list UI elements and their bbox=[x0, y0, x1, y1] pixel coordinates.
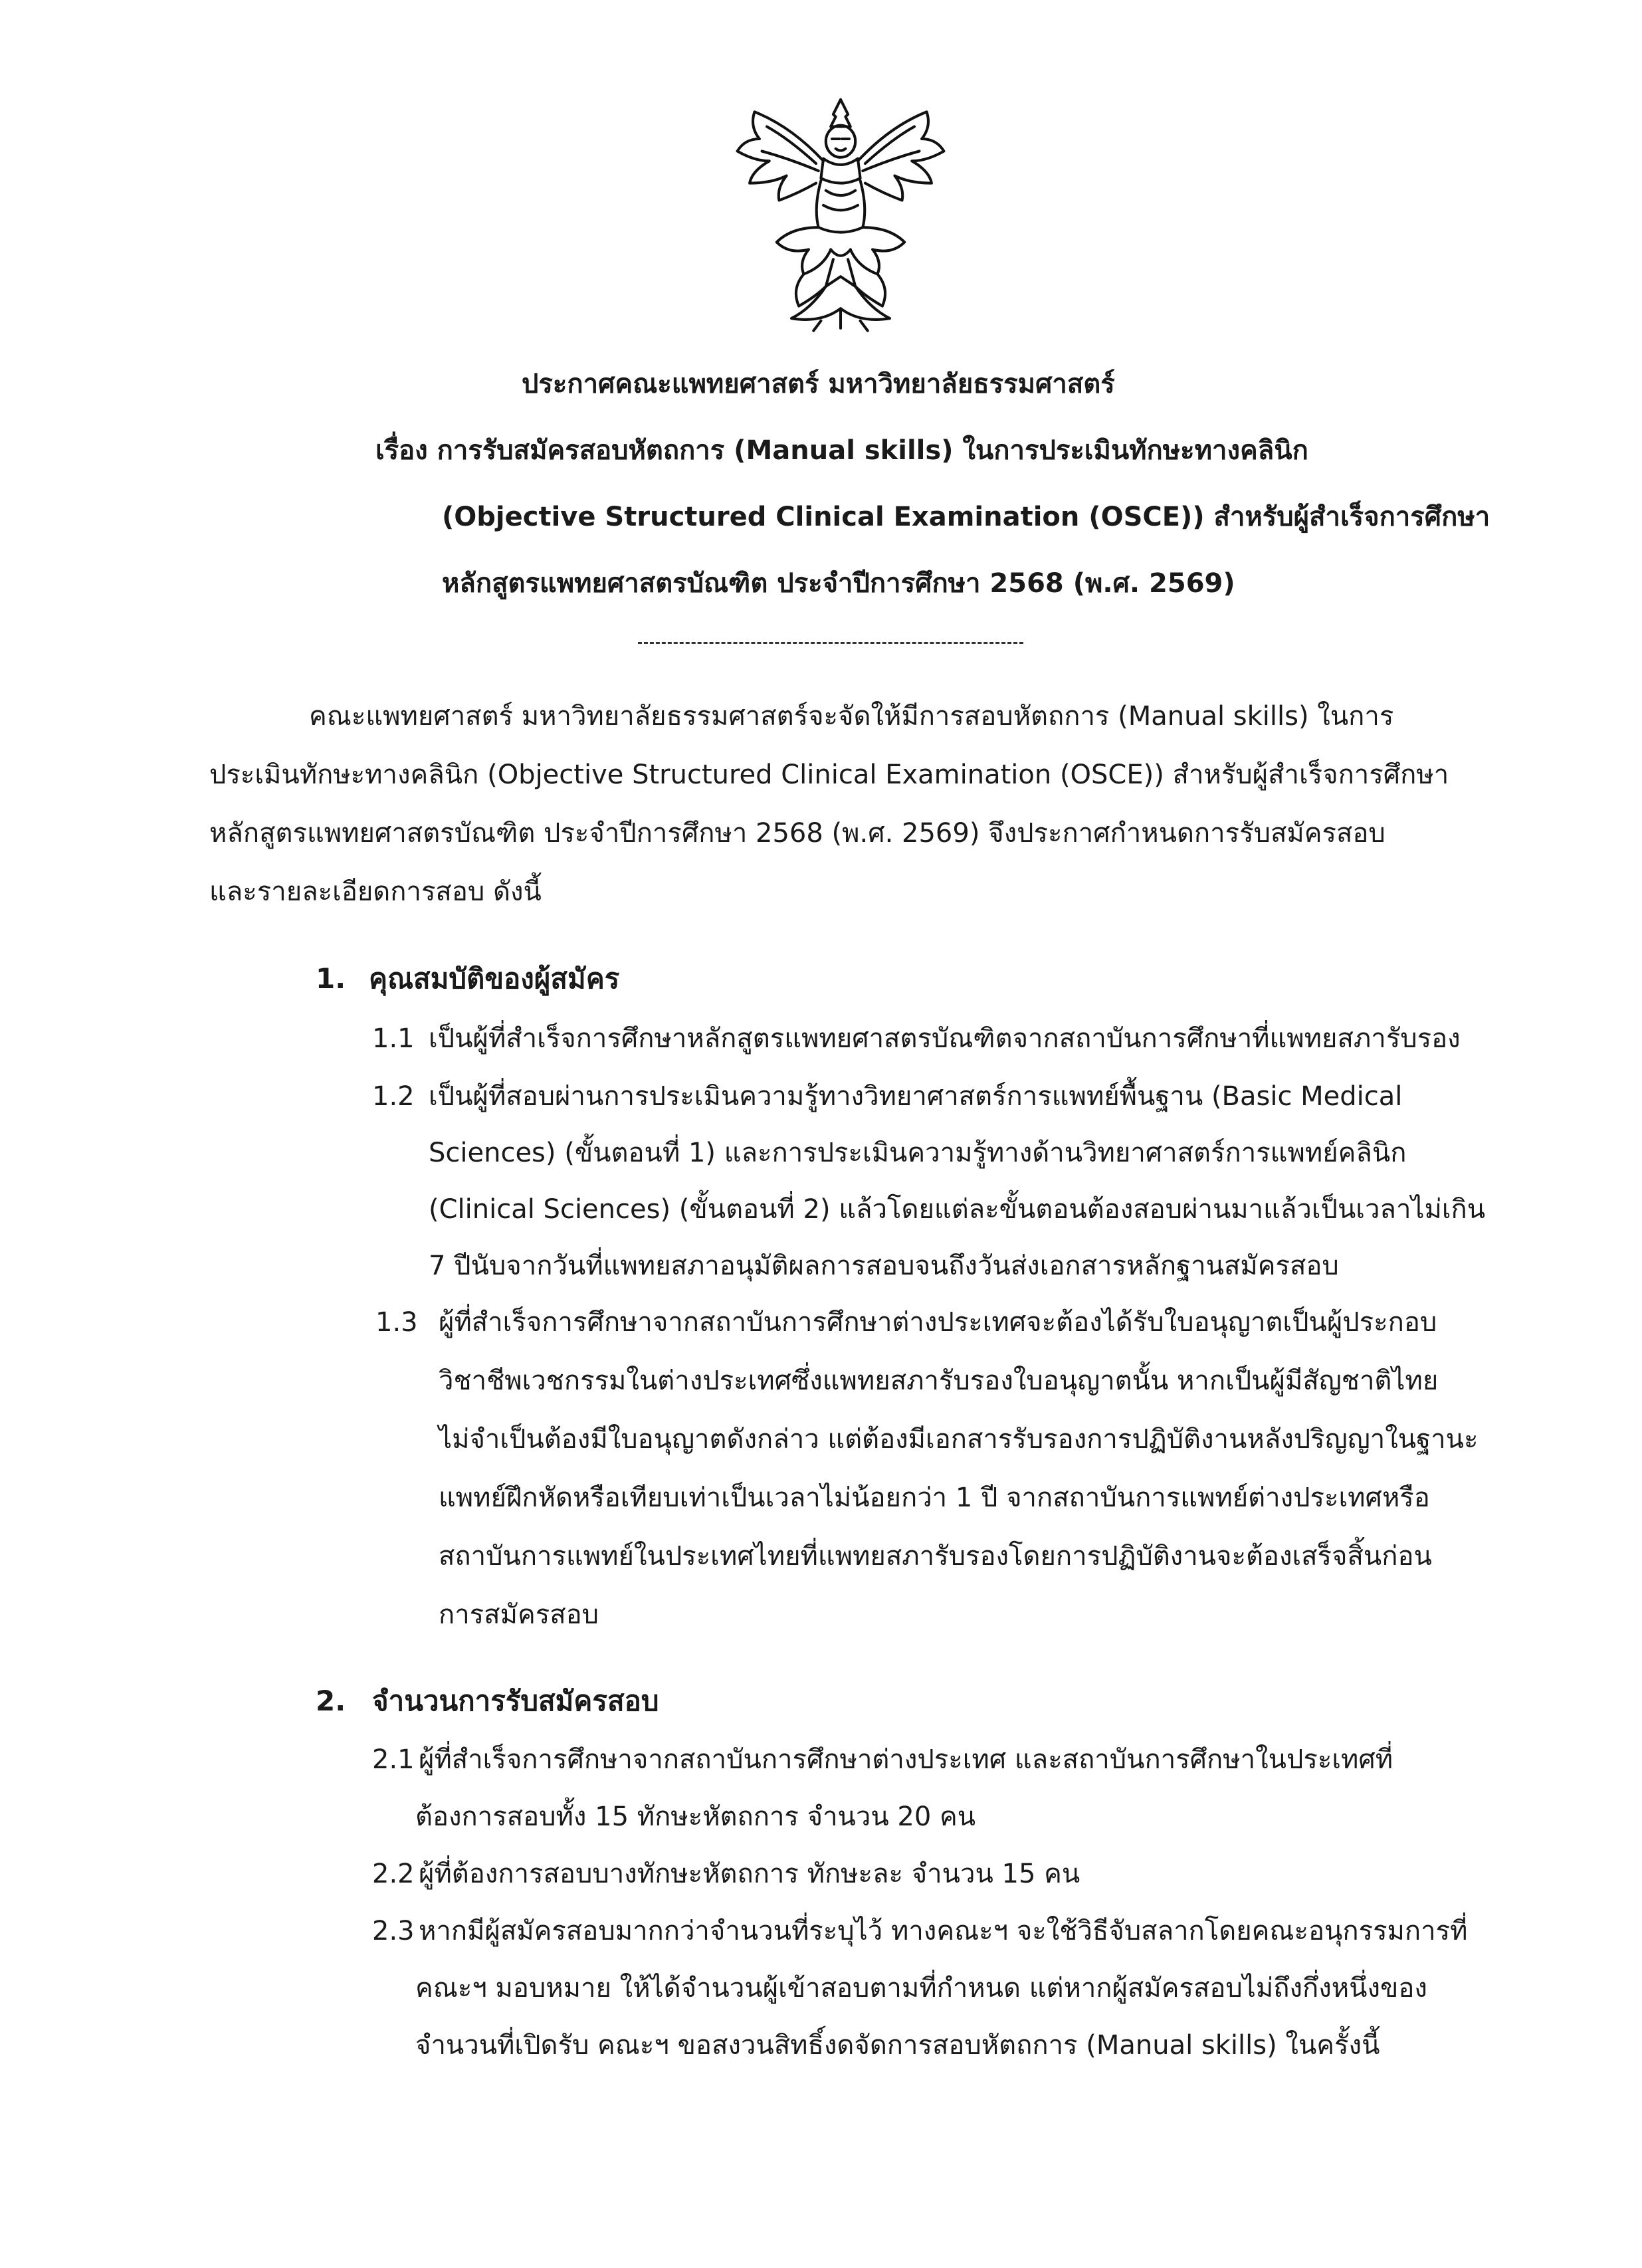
item-text: ไม่จำเป็นต้องมีใบอนุญาตดังกล่าว แต่ต้องมีเอกสารรับรองการปฏิบัติงานหลังปริญญาในฐานะ bbox=[439, 1424, 1479, 1455]
item-text: แพทย์ฝึกหัดหรือเทียบเท่าเป็นเวลาไม่น้อยกว่า 1 ปี จากสถาบันการแพทย์ต่างประเทศหรือ bbox=[439, 1483, 1430, 1513]
announcement-subject-line2: (Objective Structured Clinical Examination (OSCE)) สำหรับผู้สำเร็จการศึกษา bbox=[442, 502, 1490, 532]
item-text: เป็นผู้ที่สอบผ่านการประเมินความรู้ทางวิทยาศาสตร์การแพทย์พื้นฐาน (Basic Medical bbox=[429, 1081, 1403, 1112]
garuda-emblem-icon bbox=[718, 90, 964, 336]
item-number: 2.3 bbox=[372, 1916, 415, 1946]
section-2-title: จำนวนการรับสมัครสอบ bbox=[372, 1685, 659, 1717]
item-number: 1.3 bbox=[375, 1307, 418, 1338]
announcement-subject: เรื่อง การรับสมัครสอบหัตถการ (Manual skills) ในการประเมินทักษะทางคลินิก bbox=[375, 435, 1308, 466]
item-number: 2.2 bbox=[372, 1859, 415, 1889]
section-2-number: 2. bbox=[316, 1685, 346, 1717]
intro-line: คณะแพทยศาสตร์ มหาวิทยาลัยธรรมศาสตร์จะจัดให้มีการสอบหัตถการ (Manual skills) ในการ bbox=[309, 701, 1394, 732]
item-text: คณะฯ มอบหมาย ให้ได้จำนวนผู้เข้าสอบตามที่กำหนด แต่หากผู้สมัครสอบไม่ถึงกึ่งหนึ่งของ bbox=[415, 1973, 1427, 2004]
item-text: ผู้ที่สำเร็จการศึกษาจากสถาบันการศึกษาต่างประเทศ และสถาบันการศึกษาในประเทศที่ bbox=[419, 1744, 1393, 1775]
item-text: ผู้ที่สำเร็จการศึกษาจากสถาบันการศึกษาต่างประเทศจะต้องได้รับใบอนุญาตเป็นผู้ประกอบ bbox=[439, 1307, 1437, 1338]
item-text: Sciences) (ขั้นตอนที่ 1) และการประเมินความรู้ทางด้านวิทยาศาสตร์การแพทย์คลินิก bbox=[429, 1138, 1407, 1168]
section-1-number: 1. bbox=[316, 962, 346, 995]
item-text: จำนวนที่เปิดรับ คณะฯ ขอสงวนสิทธิ์งดจัดการสอบหัตถการ (Manual skills) ในครั้งนี้ bbox=[415, 2030, 1380, 2061]
section-1-title: คุณสมบัติของผู้สมัคร bbox=[369, 962, 620, 995]
item-number: 2.1 bbox=[372, 1744, 415, 1775]
item-text: วิชาชีพเวชกรรมในต่างประเทศซึ่งแพทยสภารับรองใบอนุญาตนั้น หากเป็นผู้มีสัญชาติไทย bbox=[439, 1366, 1439, 1396]
intro-line: หลักสูตรแพทยศาสตรบัณฑิต ประจำปีการศึกษา 2568 (พ.ศ. 2569) จึงประกาศกำหนดการรับสมัครสอบ bbox=[209, 818, 1385, 849]
announcement-subject-line3: หลักสูตรแพทยศาสตรบัณฑิต ประจำปีการศึกษา 2568 (พ.ศ. 2569) bbox=[442, 568, 1235, 599]
announcement-title: ประกาศคณะแพทยศาสตร์ มหาวิทยาลัยธรรมศาสตร์ bbox=[522, 369, 1115, 399]
item-number: 1.2 bbox=[372, 1081, 415, 1112]
item-text: ผู้ที่ต้องการสอบบางทักษะหัตถการ ทักษะละ จำนวน 15 คน bbox=[419, 1859, 1080, 1889]
item-text: (Clinical Sciences) (ขั้นตอนที่ 2) แล้วโดยแต่ละขั้นตอนต้องสอบผ่านมาแล้วเป็นเวลาไม่เกิน bbox=[429, 1194, 1486, 1225]
item-text: เป็นผู้ที่สำเร็จการศึกษาหลักสูตรแพทยศาสตรบัณฑิตจากสถาบันการศึกษาที่แพทยสภารับรอง bbox=[429, 1023, 1461, 1054]
header-divider bbox=[638, 642, 1023, 644]
item-text: หากมีผู้สมัครสอบมากกว่าจำนวนที่ระบุไว้ ทางคณะฯ จะใช้วิธีจับสลากโดยคณะอนุกรรมการที่ bbox=[419, 1916, 1468, 1946]
intro-line: และรายละเอียดการสอบ ดังนี้ bbox=[209, 876, 542, 907]
item-text: 7 ปีนับจากวันที่แพทยสภาอนุมัติผลการสอบจนถึงวันส่งเอกสารหลักฐานสมัครสอบ bbox=[429, 1251, 1339, 1281]
item-text: ต้องการสอบทั้ง 15 ทักษะหัตถการ จำนวน 20 คน bbox=[415, 1802, 976, 1832]
intro-line: ประเมินทักษะทางคลินิก (Objective Structured Clinical Examination (OSCE)) สำหรับผู้สำเร็จการศึกษา bbox=[209, 760, 1449, 790]
item-text: สถาบันการแพทย์ในประเทศไทยที่แพทยสภารับรองโดยการปฏิบัติงานจะต้องเสร็จสิ้นก่อน bbox=[439, 1541, 1432, 1572]
item-text: การสมัครสอบ bbox=[439, 1599, 599, 1630]
item-number: 1.1 bbox=[372, 1023, 415, 1054]
